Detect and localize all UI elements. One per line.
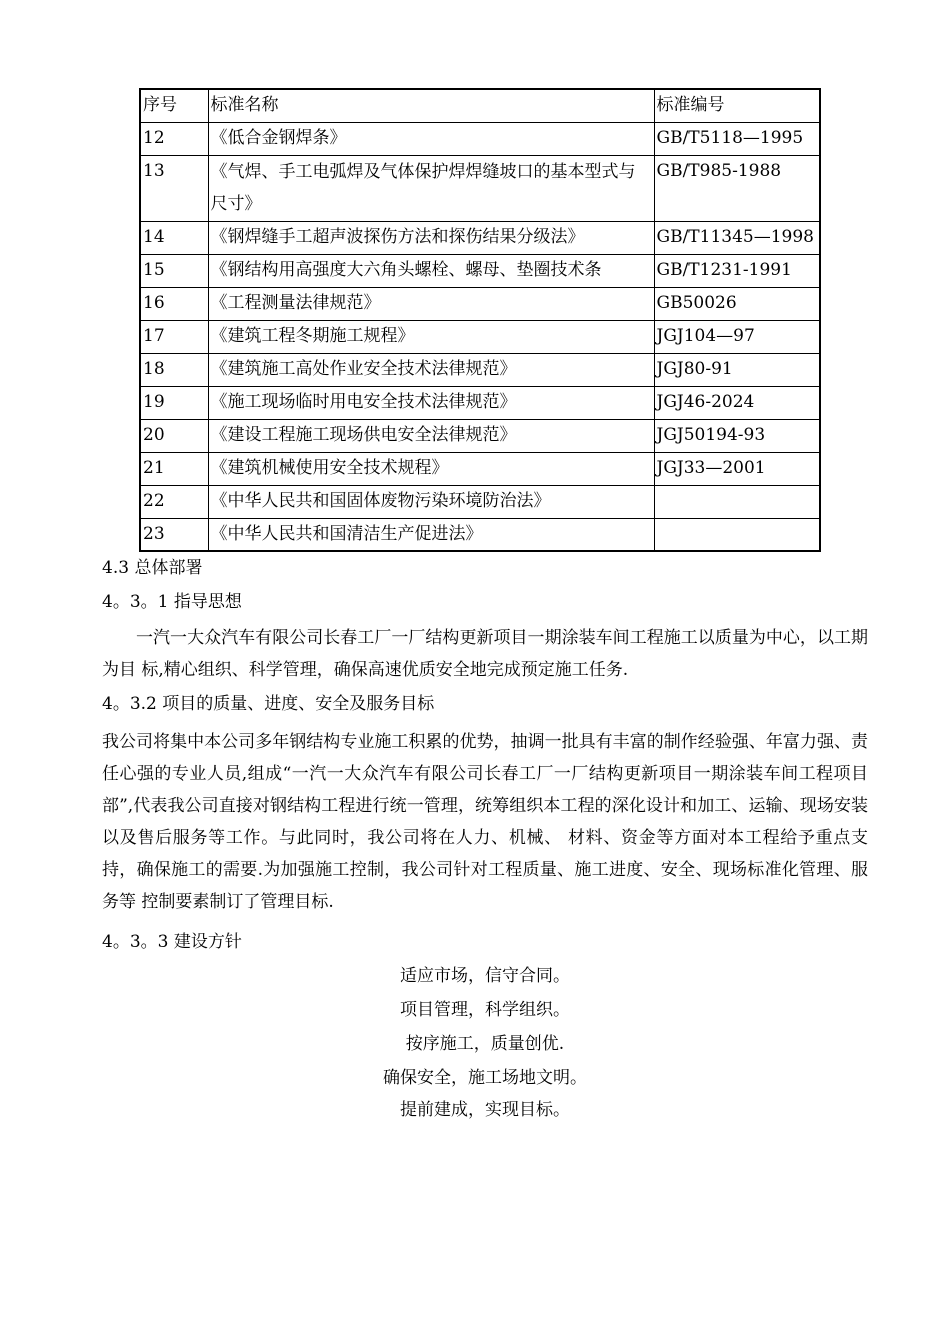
table-row bbox=[140, 452, 820, 485]
row-name: 《建筑施工高处作业安全技术法律规范》 bbox=[208, 353, 654, 386]
row-no: 22 bbox=[140, 485, 208, 518]
header-name: 标准名称 bbox=[208, 89, 654, 122]
subsection-heading-goals: 4。3.2 项目的质量、进度、安全及服务目标 bbox=[102, 694, 435, 714]
row-code: GB50026 bbox=[654, 287, 820, 320]
row-name: 《工程测量法律规范》 bbox=[208, 287, 654, 320]
row-no: 17 bbox=[140, 320, 208, 353]
motto-line: 项目管理，科学组织。 bbox=[400, 1000, 570, 1020]
row-name: 《中华人民共和国固体废物污染环境防治法》 bbox=[208, 485, 654, 518]
row-name: 《钢结构用高强度大六角头螺栓、螺母、垫圈技术条 bbox=[208, 254, 654, 287]
motto-line: 适应市场，信守合同。 bbox=[400, 966, 570, 986]
row-name: 《气焊、手工电弧焊及气体保护焊焊缝坡口的基本型式与 尺寸》 bbox=[208, 155, 654, 221]
row-name: 《建设工程施工现场供电安全法律规范》 bbox=[208, 419, 654, 452]
row-code bbox=[654, 518, 820, 551]
motto-line: 按序施工，质量创优. bbox=[405, 1034, 565, 1054]
table-row bbox=[140, 485, 820, 518]
subsection-heading-guiding: 4。3。1 指导思想 bbox=[102, 592, 242, 612]
table-row bbox=[140, 155, 820, 221]
row-name: 《建筑工程冬期施工规程》 bbox=[208, 320, 654, 353]
row-no: 19 bbox=[140, 386, 208, 419]
row-code: JGJ80-91 bbox=[654, 353, 820, 386]
subsection-heading-policy: 4。3。3 建设方针 bbox=[102, 932, 242, 952]
row-no: 18 bbox=[140, 353, 208, 386]
motto-line: 提前建成，实现目标。 bbox=[400, 1100, 570, 1120]
standards-table bbox=[139, 88, 821, 552]
table-row bbox=[140, 254, 820, 287]
table-row bbox=[140, 122, 820, 155]
section-heading: 4.3 总体部署 bbox=[102, 558, 203, 578]
row-no: 12 bbox=[140, 122, 208, 155]
motto-line: 确保安全，施工场地文明。 bbox=[383, 1068, 587, 1088]
row-no: 21 bbox=[140, 452, 208, 485]
row-name: 《建筑机械使用安全技术规程》 bbox=[208, 452, 654, 485]
row-name: 《钢焊缝手工超声波探伤方法和探伤结果分级法》 bbox=[208, 221, 654, 254]
row-no: 13 bbox=[140, 155, 208, 221]
table-row bbox=[140, 320, 820, 353]
row-no: 14 bbox=[140, 221, 208, 254]
table-row bbox=[140, 353, 820, 386]
row-code: JGJ104—97 bbox=[654, 320, 820, 353]
header-code: 标准编号 bbox=[654, 89, 820, 122]
row-no: 20 bbox=[140, 419, 208, 452]
row-code: GB/T1231-1991 bbox=[654, 254, 820, 287]
row-code: GB/T5118—1995 bbox=[654, 122, 820, 155]
row-code bbox=[654, 485, 820, 518]
guiding-paragraph: 一汽一大众汽车有限公司长春工厂一厂结构更新项目一期涂装车间工程施工以质量为中心，以工期为目 标,精心组织、科学管理，确保高速优质安全地完成预定施工任务. bbox=[102, 628, 868, 680]
row-no: 15 bbox=[140, 254, 208, 287]
row-code: JGJ50194-93 bbox=[654, 419, 820, 452]
row-no: 23 bbox=[140, 518, 208, 551]
row-no: 16 bbox=[140, 287, 208, 320]
table-row bbox=[140, 419, 820, 452]
goals-paragraph: 我公司将集中本公司多年钢结构专业施工积累的优势，抽调一批具有丰富的制作经验强、年富力强、责任心强的专业人员,组成“一汽一大众汽车有限公司长春工厂一厂结构更新项目一期涂装车间工程项目部”,代表我公司直接对钢结构工程进行统一管理，统筹组织本工程的深化设计和加工、运输、现场安装以及售后服务等工作。与此同时，我公司将在人力、机械、 材料、资金等方面对本工程给予重点支持，确保施工的需要.为加强施工控制，我公司针对工程质量、施工进度、安全、现场标准化管理、服务等 控制要素制订了管理目标. bbox=[102, 732, 868, 912]
row-name: 《施工现场临时用电安全技术法律规范》 bbox=[208, 386, 654, 419]
table-header-row bbox=[140, 89, 820, 122]
row-name: 《低合金钢焊条》 bbox=[208, 122, 654, 155]
row-code: JGJ33—2001 bbox=[654, 452, 820, 485]
table-row bbox=[140, 221, 820, 254]
row-code: GB/T985-1988 bbox=[654, 155, 820, 221]
row-code: JGJ46-2024 bbox=[654, 386, 820, 419]
row-code: GB/T11345—1998 bbox=[654, 221, 820, 254]
header-no: 序号 bbox=[140, 89, 208, 122]
table-row bbox=[140, 386, 820, 419]
row-name: 《中华人民共和国清洁生产促进法》 bbox=[208, 518, 654, 551]
table-row bbox=[140, 518, 820, 551]
table-row bbox=[140, 287, 820, 320]
